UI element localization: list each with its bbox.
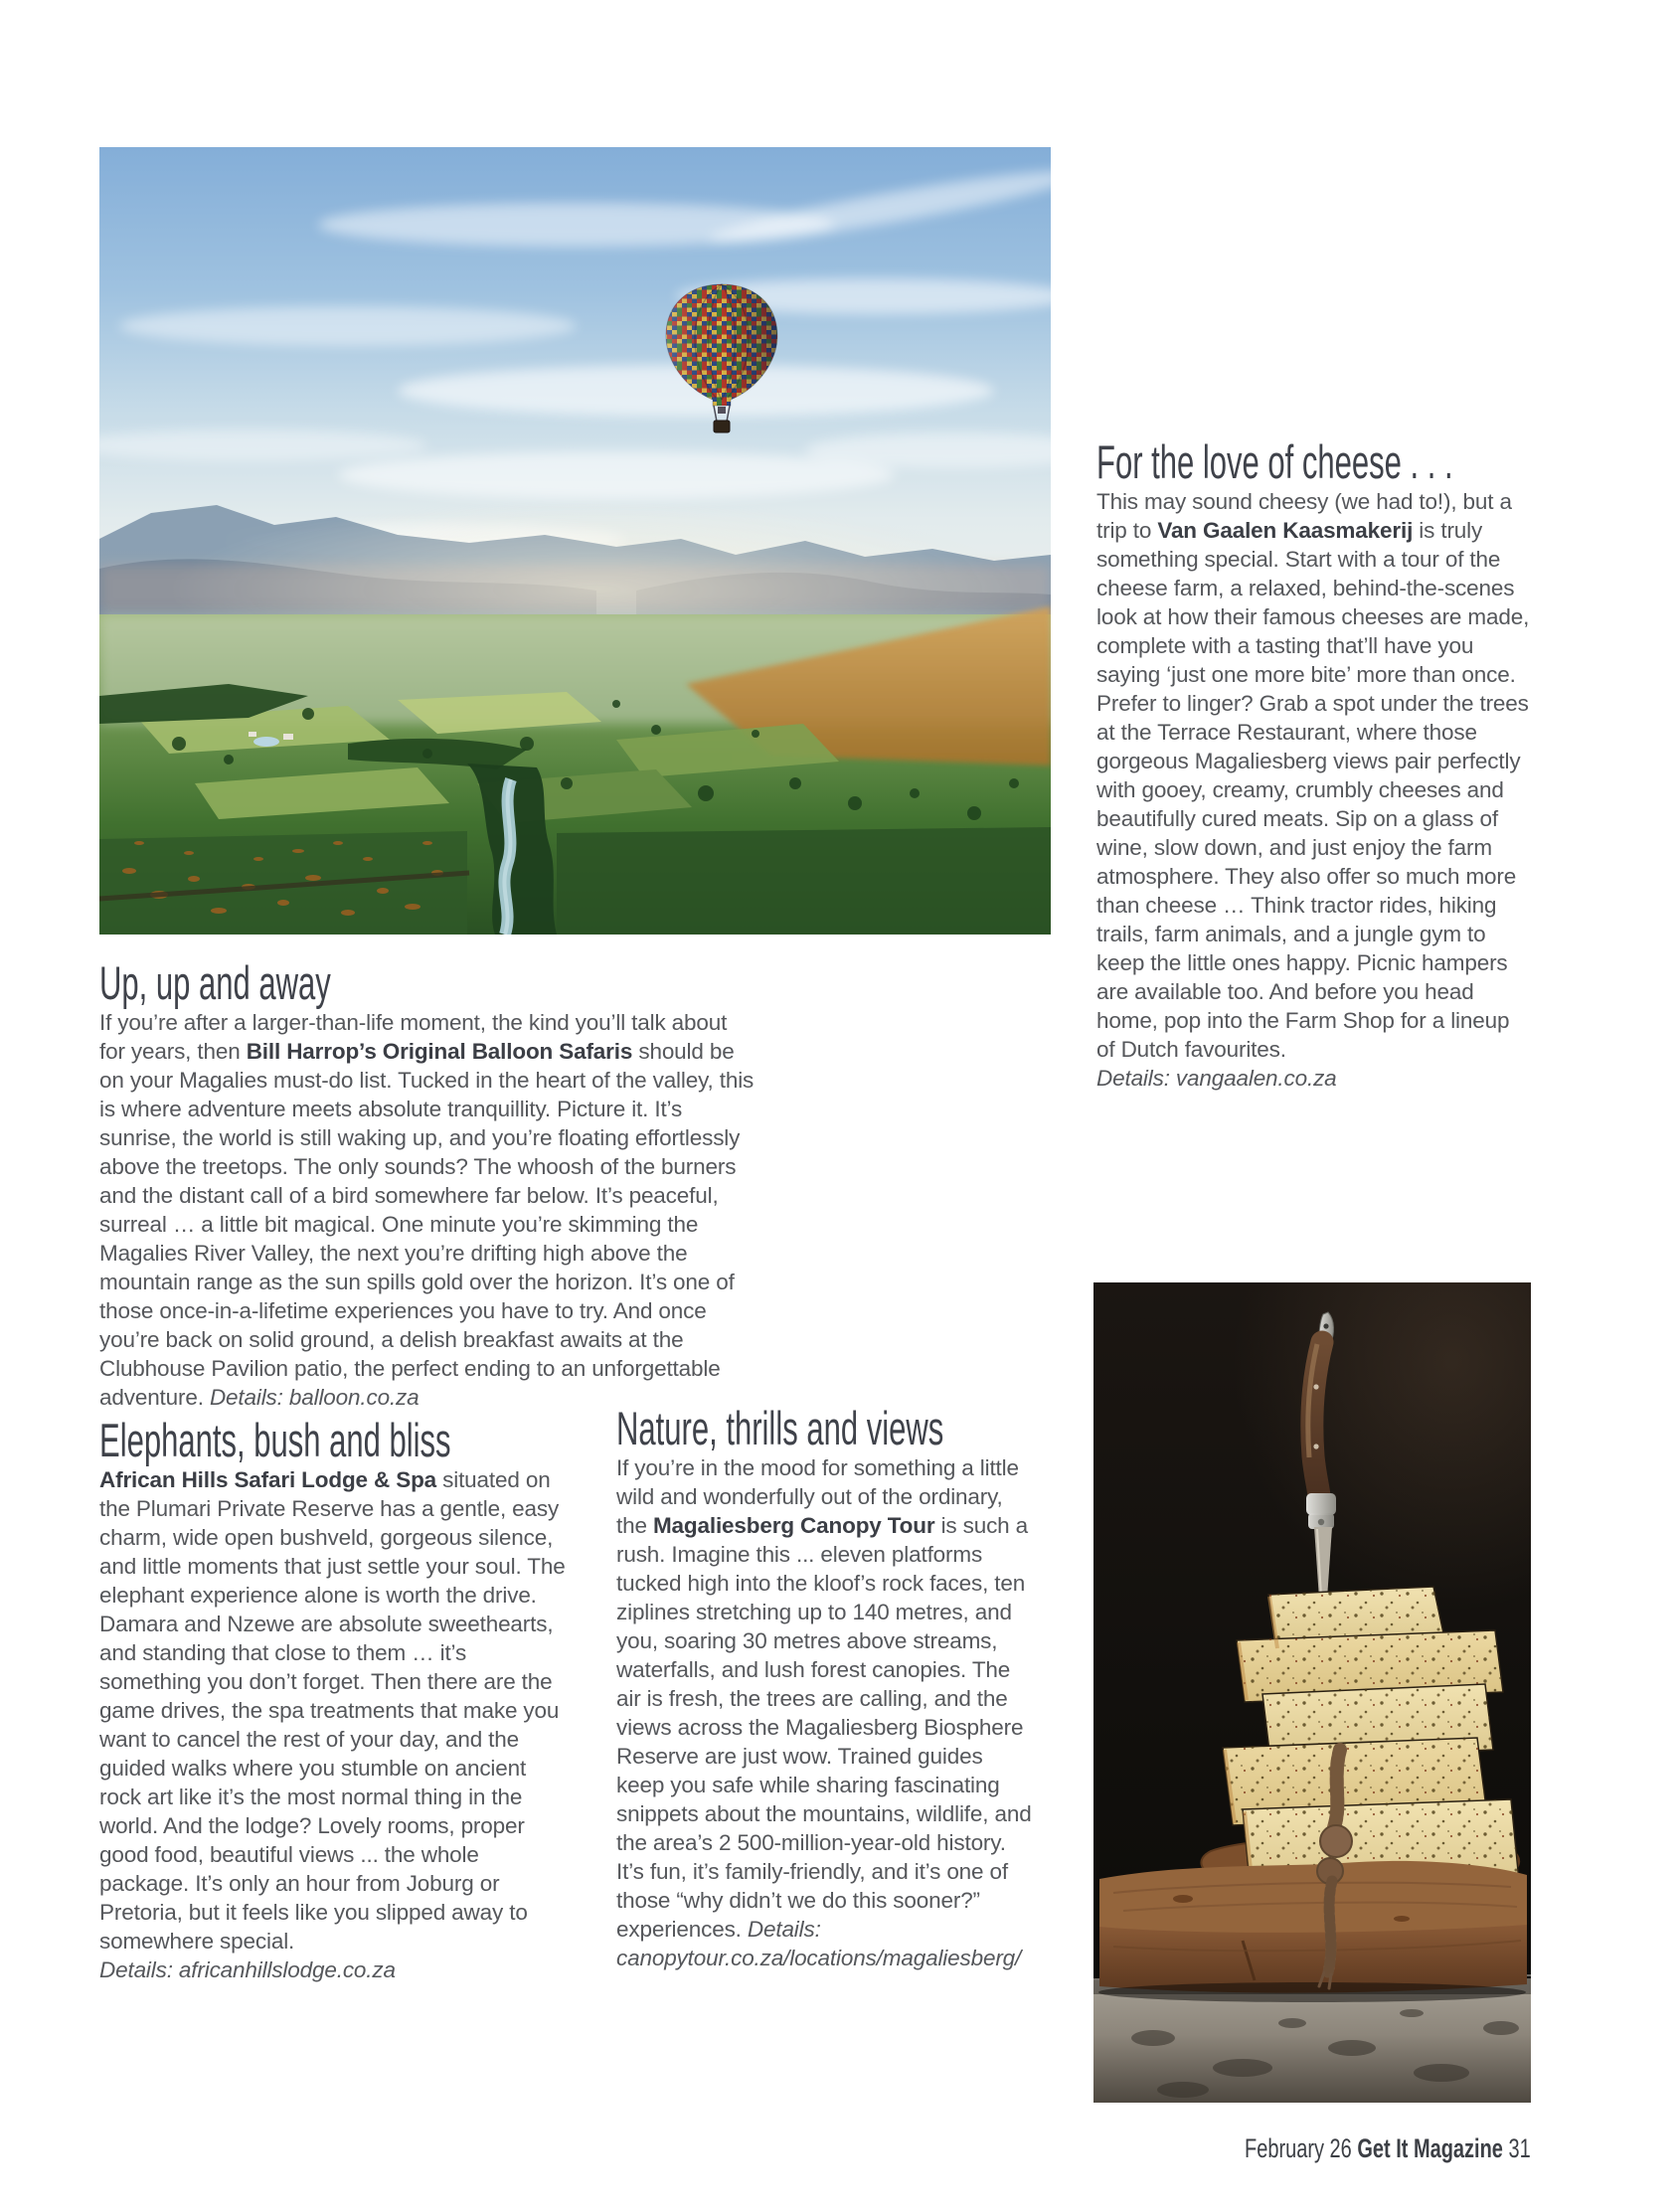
body-run: situated on the Plumari Private Reserve has a gentle, easy charm, wide open bushveld, gorgeous silence, and little moments that just settle your soul. The elephant experience alone is worth the drive. Damara and Nzewe are absolute sweethearts, and standing that close to them … it’s something you don’t forget. Then there are the game drives, the spa treatments that make you want to cancel the rest of your day, and the guided walks where you stumble on ancient rock art like it’s the most normal thing in the world. And the lodge? Lovely rooms, proper good food, beautiful views ... the whole package. It’s only an hour from Joburg or Pretoria, but it feels like you slipped away to somewhere special. xyxy=(99,1467,566,1954)
hero-photo-illustration xyxy=(99,147,1051,935)
body-run: should be on your Magalies must-do list. Tucked in the heart of the valley, this is where adventure meets absolute tranquillity. Picture it. It’s sunrise, the world is still waking up, and you’re floating effortlessly above the treetops. The only sounds? The whoosh of the burners and the distant call of a bird somewhere far below. It’s peaceful, surreal … a little bit magical. One minute you’re skimming the Magalies River Valley, the next you’re drifting high above the mountain range as the sun spills gold over the horizon. It’s one of those once-in-a-lifetime experiences you have to try. And once you’re back on solid ground, a delish breakfast awaits at the Clubhouse Pavilion patio, the perfect ending to an unforgettable adventure. xyxy=(99,1039,755,1410)
bold-farm-name: Van Gaalen Kaasmakerij xyxy=(1157,518,1414,543)
page-footer xyxy=(1034,2133,1531,2164)
article-elephants-bush-and-bliss xyxy=(99,1416,573,1984)
footer-text xyxy=(1245,2133,1531,2164)
body-run: is truly something special. Start with a tour of the cheese farm, a relaxed, behind-the-scenes look at how their famous cheeses are made, complete with a tasting that’ll have you saying ‘just one more bite’ more than once. Prefer to linger? Grab a spot under the trees at the Terrace Restaurant, where those gorgeous Magaliesberg views pair perfectly with gooey, creamy, crumbly cheeses and beautifully cured meats. Sip on a glass of wine, slow down, and just enjoy the farm atmosphere. They also offer so much more than cheese … Think tractor rides, hiking trails, farm animals, and a jungle gym to keep the little ones happy. Picnic hampers are available too. And before you head home, pop into the Farm Shop for a lineup of Dutch favourites. xyxy=(1096,518,1530,1062)
article-body xyxy=(99,1465,573,1984)
foreground-right xyxy=(557,827,1051,935)
article-for-the-love-of-cheese xyxy=(1096,437,1531,1093)
details-link-text: Details: balloon.co.za xyxy=(209,1385,420,1410)
pond xyxy=(253,737,279,747)
article-body xyxy=(616,1453,1034,1972)
article-nature-thrills-and-views xyxy=(616,1404,1034,1972)
details-link-text: Details: africanhillslodge.co.za xyxy=(99,1957,396,1982)
hero-photo xyxy=(99,147,1051,935)
balloon-burner xyxy=(718,407,726,414)
article-up-up-and-away xyxy=(99,958,757,1412)
footer-date: February 26 xyxy=(1245,2133,1353,2163)
body-run: If you’re in the mood for something a little wild and wonderfully out of the ordinary, the xyxy=(616,1455,1019,1538)
body-run: is such a rush. Imagine this ... eleven platforms tucked high into the kloof’s rock faces, ten ziplines stretching up to 140 metres, and you, soaring 30 metres above streams, waterfalls, and lush forest canopies. The air is fresh, the trees are calling, and the views across the Magaliesberg Biosphere Reserve are just wow. Trained guides keep you safe while sharing fascinating snippets about the mountains, wildlife, and the area’s 2 500-million-year-old history. It’s fun, it’s family-friendly, and it’s one of those “why didn’t we do this sooner?” experiences. xyxy=(616,1513,1032,1942)
details-link-text: Details: vangaalen.co.za xyxy=(1096,1066,1337,1091)
bold-lodge-name: African Hills Safari Lodge & Spa xyxy=(99,1467,437,1492)
article-body xyxy=(99,1008,757,1412)
knife-bolster xyxy=(1306,1493,1336,1515)
cheese-photo-illustration xyxy=(1093,1282,1531,2103)
cheese-photo xyxy=(1093,1282,1531,2103)
article-heading: Nature, thrills and views xyxy=(616,1402,944,1454)
article-body xyxy=(1096,487,1531,1093)
body-run: This may sound cheesy (we had to!), but a trip to xyxy=(1096,489,1512,543)
body-run: If you’re after a larger-than-life moment, the kind you’ll talk about for years, then xyxy=(99,1010,728,1064)
balloon-basket xyxy=(714,421,730,432)
article-heading: For the love of cheese . . . xyxy=(1096,435,1453,488)
article-heading: Up, up and away xyxy=(99,956,331,1009)
bold-operator-name: Bill Harrop’s Original Balloon Safaris xyxy=(246,1039,633,1064)
wooden-board xyxy=(1098,1861,1527,2002)
foreground-left xyxy=(99,831,467,935)
footer-magazine-name: Get It Magazine xyxy=(1357,2133,1504,2163)
footer-page-number: 31 xyxy=(1508,2133,1531,2163)
details-link-text: Details: canopytour.co.za/locations/magaliesberg/ xyxy=(616,1917,1022,1970)
article-heading: Elephants, bush and bliss xyxy=(99,1414,451,1466)
bold-tour-name: Magaliesberg Canopy Tour xyxy=(652,1513,935,1538)
